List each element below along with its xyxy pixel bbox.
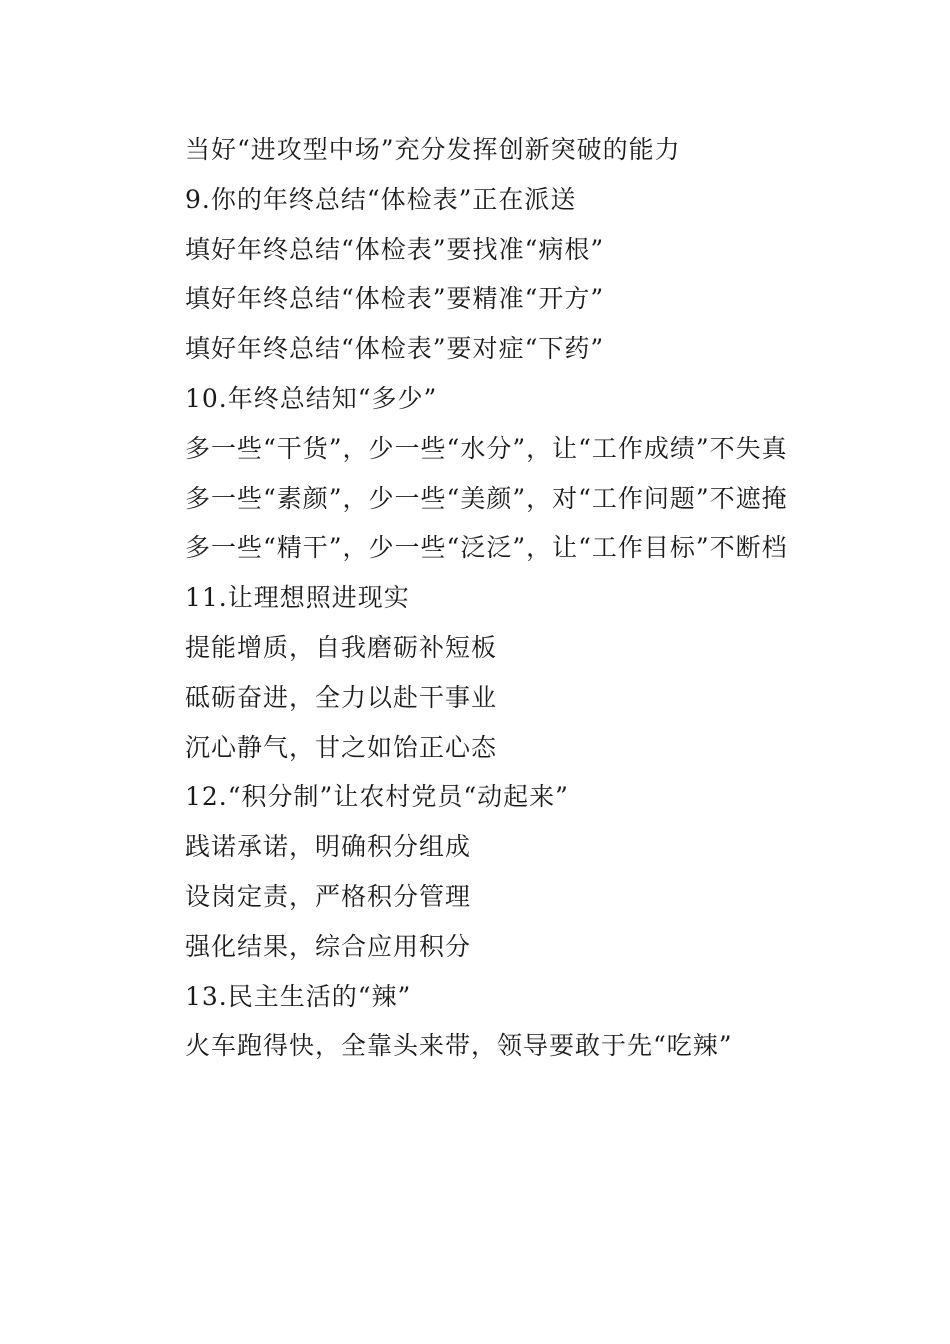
text-line: 践诺承诺，明确积分组成 [185, 832, 472, 862]
text-line: 填好年终总结“体检表”要找准“病根” [185, 234, 605, 264]
text-line: 沉心静气，甘之如饴正心态 [185, 732, 498, 762]
text-line: 填好年终总结“体检表”要精准“开方” [185, 284, 605, 314]
section-heading-12: 12.“积分制”让农村党员“动起来” [185, 782, 569, 812]
text-paragraph: 多一些“素颜”，少一些“美颜”，对“工作问题”不遮掩 [185, 483, 788, 513]
text-line: 填好年终总结“体检表”要对症“下药” [185, 334, 605, 364]
section-heading-13: 13.民主生活的“辣” [185, 981, 412, 1011]
text-line: 当好“进攻型中场”充分发挥创新突破的能力 [185, 135, 681, 164]
section-heading-10: 10.年终总结知“多少” [185, 383, 438, 413]
text-paragraph: 多一些“精干”，少一些“泛泛”，让“工作目标”不断档 [185, 533, 788, 563]
document-body [145, 125, 810, 1071]
text-line: 火车跑得快，全靠头来带，领导要敢于先“吃辣” [185, 1031, 733, 1061]
text-line: 强化结果，综合应用积分 [185, 931, 472, 961]
text-line: 提能增质，自我磨砺补短板 [185, 632, 498, 662]
text-line: 设岗定责，严格积分管理 [185, 881, 472, 911]
section-heading-9: 9.你的年终总结“体检表”正在派送 [185, 184, 577, 214]
section-heading-11: 11.让理想照进现实 [185, 583, 410, 613]
text-line: 砥砺奋进，全力以赴干事业 [185, 682, 498, 712]
text-paragraph: 多一些“干货”，少一些“水分”，让“工作成绩”不失真 [185, 433, 788, 463]
